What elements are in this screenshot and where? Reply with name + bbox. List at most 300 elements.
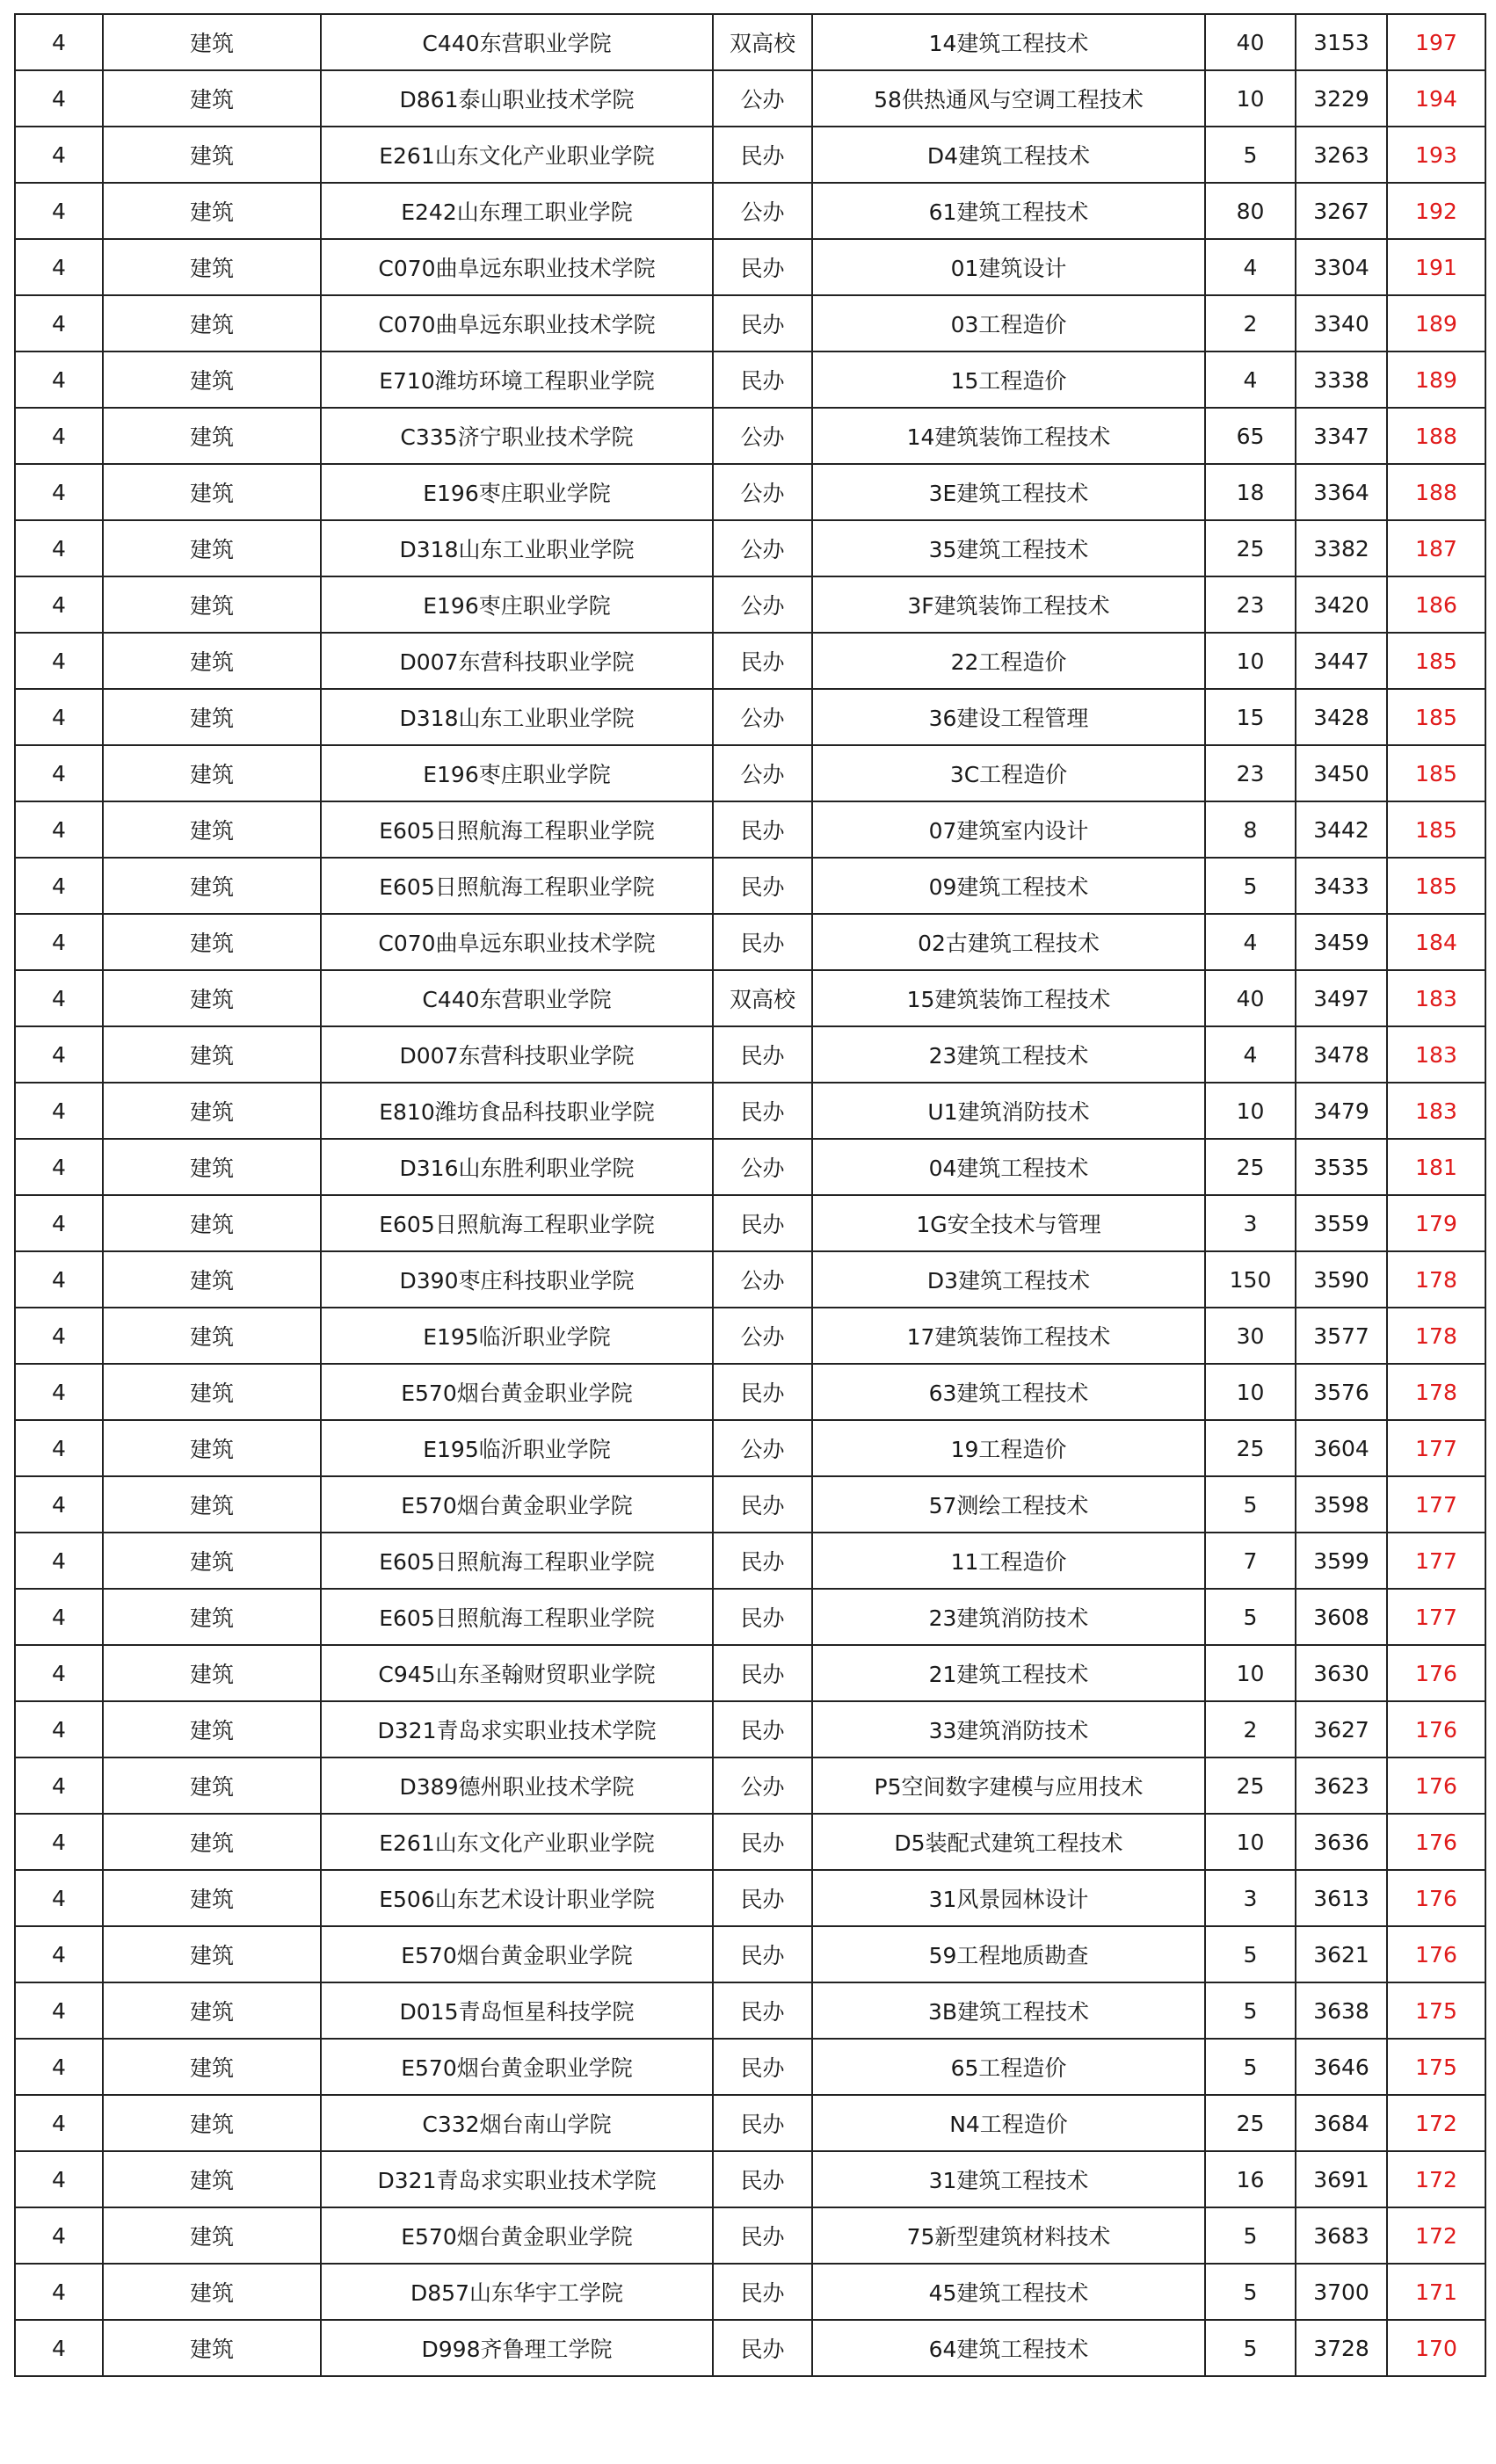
school-cell: E810潍坊食品科技职业学院 (321, 1083, 713, 1139)
school-type-cell: 公办 (713, 70, 812, 127)
rank-cell: 3728 (1296, 2320, 1387, 2376)
major-cell: 23建筑工程技术 (812, 1026, 1205, 1083)
category-cell: 建筑 (103, 1645, 321, 1701)
score-cell: 188 (1387, 464, 1485, 520)
plan-count-cell: 4 (1205, 351, 1296, 408)
category-cell: 建筑 (103, 1476, 321, 1533)
score-cell: 175 (1387, 1982, 1485, 2039)
plan-count-cell: 23 (1205, 576, 1296, 633)
school-cell: E605日照航海工程职业学院 (321, 1533, 713, 1589)
school-cell: D316山东胜利职业学院 (321, 1139, 713, 1195)
rank-cell: 3630 (1296, 1645, 1387, 1701)
score-cell: 197 (1387, 14, 1485, 70)
score-cell: 185 (1387, 801, 1485, 858)
table-row (15, 351, 1485, 408)
category-cell: 建筑 (103, 408, 321, 464)
school-cell: E261山东文化产业职业学院 (321, 1814, 713, 1870)
school-cell: E605日照航海工程职业学院 (321, 858, 713, 914)
major-cell: 04建筑工程技术 (812, 1139, 1205, 1195)
plan-count-cell: 4 (1205, 239, 1296, 295)
score-cell: 172 (1387, 2095, 1485, 2151)
batch-cell: 4 (15, 1701, 103, 1757)
rank-cell: 3229 (1296, 70, 1387, 127)
rank-cell: 3638 (1296, 1982, 1387, 2039)
batch-cell: 4 (15, 1364, 103, 1420)
plan-count-cell: 3 (1205, 1870, 1296, 1926)
major-cell: 59工程地质勘查 (812, 1926, 1205, 1982)
school-cell: D857山东华宇工学院 (321, 2264, 713, 2320)
category-cell: 建筑 (103, 1701, 321, 1757)
category-cell: 建筑 (103, 295, 321, 351)
school-type-cell: 公办 (713, 1420, 812, 1476)
table-row (15, 970, 1485, 1026)
major-cell: 3F建筑装饰工程技术 (812, 576, 1205, 633)
rank-cell: 3691 (1296, 2151, 1387, 2207)
rank-cell: 3450 (1296, 745, 1387, 801)
school-type-cell: 民办 (713, 2095, 812, 2151)
score-cell: 172 (1387, 2151, 1485, 2207)
school-cell: C945山东圣翰财贸职业学院 (321, 1645, 713, 1701)
school-cell: E261山东文化产业职业学院 (321, 127, 713, 183)
school-cell: D389德州职业技术学院 (321, 1757, 713, 1814)
category-cell: 建筑 (103, 2320, 321, 2376)
plan-count-cell: 5 (1205, 1982, 1296, 2039)
table-row (15, 633, 1485, 689)
table-row (15, 1083, 1485, 1139)
batch-cell: 4 (15, 70, 103, 127)
rank-cell: 3623 (1296, 1757, 1387, 1814)
table-row (15, 1757, 1485, 1814)
table-row (15, 1982, 1485, 2039)
major-cell: 01建筑设计 (812, 239, 1205, 295)
plan-count-cell: 10 (1205, 70, 1296, 127)
batch-cell: 4 (15, 1139, 103, 1195)
admissions-table (14, 13, 1486, 2377)
table-row (15, 1139, 1485, 1195)
score-cell: 193 (1387, 127, 1485, 183)
category-cell: 建筑 (103, 689, 321, 745)
major-cell: P5空间数字建模与应用技术 (812, 1757, 1205, 1814)
school-cell: E570烟台黄金职业学院 (321, 1926, 713, 1982)
batch-cell: 4 (15, 1476, 103, 1533)
category-cell: 建筑 (103, 1364, 321, 1420)
table-row (15, 2039, 1485, 2095)
major-cell: 58供热通风与空调工程技术 (812, 70, 1205, 127)
rank-cell: 3497 (1296, 970, 1387, 1026)
school-cell: E506山东艺术设计职业学院 (321, 1870, 713, 1926)
score-cell: 179 (1387, 1195, 1485, 1251)
batch-cell: 4 (15, 2095, 103, 2151)
batch-cell: 4 (15, 1026, 103, 1083)
plan-count-cell: 8 (1205, 801, 1296, 858)
school-type-cell: 民办 (713, 239, 812, 295)
school-type-cell: 公办 (713, 1139, 812, 1195)
rank-cell: 3604 (1296, 1420, 1387, 1476)
rank-cell: 3636 (1296, 1814, 1387, 1870)
category-cell: 建筑 (103, 1589, 321, 1645)
rank-cell: 3382 (1296, 520, 1387, 576)
batch-cell: 4 (15, 408, 103, 464)
school-cell: E570烟台黄金职业学院 (321, 1476, 713, 1533)
table-row (15, 1926, 1485, 1982)
batch-cell: 4 (15, 464, 103, 520)
batch-cell: 4 (15, 1533, 103, 1589)
category-cell: 建筑 (103, 745, 321, 801)
major-cell: 33建筑消防技术 (812, 1701, 1205, 1757)
school-type-cell: 民办 (713, 2151, 812, 2207)
category-cell: 建筑 (103, 14, 321, 70)
category-cell: 建筑 (103, 2207, 321, 2264)
rank-cell: 3447 (1296, 633, 1387, 689)
category-cell: 建筑 (103, 2095, 321, 2151)
major-cell: 14建筑工程技术 (812, 14, 1205, 70)
plan-count-cell: 30 (1205, 1308, 1296, 1364)
batch-cell: 4 (15, 801, 103, 858)
batch-cell: 4 (15, 576, 103, 633)
rank-cell: 3267 (1296, 183, 1387, 239)
batch-cell: 4 (15, 1645, 103, 1701)
rank-cell: 3608 (1296, 1589, 1387, 1645)
school-type-cell: 民办 (713, 1701, 812, 1757)
rank-cell: 3428 (1296, 689, 1387, 745)
plan-count-cell: 5 (1205, 1476, 1296, 1533)
major-cell: D3建筑工程技术 (812, 1251, 1205, 1308)
plan-count-cell: 10 (1205, 1645, 1296, 1701)
school-type-cell: 公办 (713, 520, 812, 576)
rank-cell: 3576 (1296, 1364, 1387, 1420)
category-cell: 建筑 (103, 1251, 321, 1308)
batch-cell: 4 (15, 1757, 103, 1814)
plan-count-cell: 5 (1205, 1926, 1296, 1982)
major-cell: 02古建筑工程技术 (812, 914, 1205, 970)
score-cell: 183 (1387, 1026, 1485, 1083)
school-type-cell: 民办 (713, 1083, 812, 1139)
plan-count-cell: 5 (1205, 2264, 1296, 2320)
major-cell: 22工程造价 (812, 633, 1205, 689)
school-type-cell: 民办 (713, 2320, 812, 2376)
table-row (15, 2151, 1485, 2207)
rank-cell: 3347 (1296, 408, 1387, 464)
rank-cell: 3684 (1296, 2095, 1387, 2151)
score-cell: 194 (1387, 70, 1485, 127)
batch-cell: 4 (15, 914, 103, 970)
rank-cell: 3442 (1296, 801, 1387, 858)
plan-count-cell: 40 (1205, 14, 1296, 70)
plan-count-cell: 4 (1205, 1026, 1296, 1083)
major-cell: 03工程造价 (812, 295, 1205, 351)
score-cell: 175 (1387, 2039, 1485, 2095)
school-type-cell: 民办 (713, 1814, 812, 1870)
table-row (15, 745, 1485, 801)
score-cell: 178 (1387, 1308, 1485, 1364)
plan-count-cell: 65 (1205, 408, 1296, 464)
table-row (15, 1420, 1485, 1476)
table-row (15, 14, 1485, 70)
plan-count-cell: 40 (1205, 970, 1296, 1026)
major-cell: 07建筑室内设计 (812, 801, 1205, 858)
rank-cell: 3621 (1296, 1926, 1387, 1982)
table-row (15, 183, 1485, 239)
school-cell: C335济宁职业技术学院 (321, 408, 713, 464)
table-row (15, 914, 1485, 970)
batch-cell: 4 (15, 1195, 103, 1251)
major-cell: 17建筑装饰工程技术 (812, 1308, 1205, 1364)
school-cell: E605日照航海工程职业学院 (321, 801, 713, 858)
batch-cell: 4 (15, 970, 103, 1026)
school-type-cell: 民办 (713, 1982, 812, 2039)
score-cell: 170 (1387, 2320, 1485, 2376)
major-cell: 15工程造价 (812, 351, 1205, 408)
category-cell: 建筑 (103, 1308, 321, 1364)
school-cell: D007东营科技职业学院 (321, 633, 713, 689)
plan-count-cell: 18 (1205, 464, 1296, 520)
major-cell: 19工程造价 (812, 1420, 1205, 1476)
school-type-cell: 民办 (713, 1195, 812, 1251)
table-row (15, 1026, 1485, 1083)
school-cell: D390枣庄科技职业学院 (321, 1251, 713, 1308)
plan-count-cell: 25 (1205, 1757, 1296, 1814)
school-type-cell: 民办 (713, 1645, 812, 1701)
batch-cell: 4 (15, 2320, 103, 2376)
table-row (15, 2207, 1485, 2264)
batch-cell: 4 (15, 1589, 103, 1645)
table-row (15, 1701, 1485, 1757)
batch-cell: 4 (15, 1814, 103, 1870)
rank-cell: 3683 (1296, 2207, 1387, 2264)
rank-cell: 3613 (1296, 1870, 1387, 1926)
school-cell: E570烟台黄金职业学院 (321, 2207, 713, 2264)
batch-cell: 4 (15, 351, 103, 408)
plan-count-cell: 4 (1205, 914, 1296, 970)
category-cell: 建筑 (103, 2151, 321, 2207)
rank-cell: 3459 (1296, 914, 1387, 970)
plan-count-cell: 2 (1205, 1701, 1296, 1757)
major-cell: 75新型建筑材料技术 (812, 2207, 1205, 2264)
school-type-cell: 民办 (713, 127, 812, 183)
table-row (15, 408, 1485, 464)
plan-count-cell: 10 (1205, 1083, 1296, 1139)
batch-cell: 4 (15, 858, 103, 914)
school-type-cell: 公办 (713, 1308, 812, 1364)
school-type-cell: 民办 (713, 633, 812, 689)
rank-cell: 3627 (1296, 1701, 1387, 1757)
table-row (15, 2320, 1485, 2376)
category-cell: 建筑 (103, 70, 321, 127)
score-cell: 176 (1387, 1701, 1485, 1757)
category-cell: 建筑 (103, 801, 321, 858)
score-cell: 189 (1387, 351, 1485, 408)
plan-count-cell: 80 (1205, 183, 1296, 239)
batch-cell: 4 (15, 2207, 103, 2264)
table-row (15, 127, 1485, 183)
score-cell: 183 (1387, 1083, 1485, 1139)
school-cell: D321青岛求实职业技术学院 (321, 1701, 713, 1757)
school-cell: E196枣庄职业学院 (321, 576, 713, 633)
category-cell: 建筑 (103, 1757, 321, 1814)
plan-count-cell: 25 (1205, 1139, 1296, 1195)
school-cell: E195临沂职业学院 (321, 1420, 713, 1476)
rank-cell: 3577 (1296, 1308, 1387, 1364)
score-cell: 185 (1387, 745, 1485, 801)
batch-cell: 4 (15, 183, 103, 239)
category-cell: 建筑 (103, 1139, 321, 1195)
category-cell: 建筑 (103, 1982, 321, 2039)
rank-cell: 3590 (1296, 1251, 1387, 1308)
school-type-cell: 公办 (713, 745, 812, 801)
score-cell: 177 (1387, 1589, 1485, 1645)
major-cell: 35建筑工程技术 (812, 520, 1205, 576)
major-cell: 63建筑工程技术 (812, 1364, 1205, 1420)
rank-cell: 3420 (1296, 576, 1387, 633)
school-type-cell: 双高校 (713, 970, 812, 1026)
score-cell: 191 (1387, 239, 1485, 295)
category-cell: 建筑 (103, 1870, 321, 1926)
plan-count-cell: 10 (1205, 1364, 1296, 1420)
rank-cell: 3535 (1296, 1139, 1387, 1195)
school-type-cell: 民办 (713, 295, 812, 351)
plan-count-cell: 25 (1205, 2095, 1296, 2151)
plan-count-cell: 3 (1205, 1195, 1296, 1251)
batch-cell: 4 (15, 2264, 103, 2320)
major-cell: 36建设工程管理 (812, 689, 1205, 745)
table-row (15, 295, 1485, 351)
batch-cell: 4 (15, 239, 103, 295)
major-cell: 31建筑工程技术 (812, 2151, 1205, 2207)
major-cell: N4工程造价 (812, 2095, 1205, 2151)
table-row (15, 1308, 1485, 1364)
table-row (15, 689, 1485, 745)
plan-count-cell: 10 (1205, 633, 1296, 689)
rank-cell: 3478 (1296, 1026, 1387, 1083)
plan-count-cell: 5 (1205, 2320, 1296, 2376)
rank-cell: 3304 (1296, 239, 1387, 295)
category-cell: 建筑 (103, 914, 321, 970)
plan-count-cell: 23 (1205, 745, 1296, 801)
batch-cell: 4 (15, 127, 103, 183)
major-cell: 21建筑工程技术 (812, 1645, 1205, 1701)
score-cell: 176 (1387, 1814, 1485, 1870)
plan-count-cell: 16 (1205, 2151, 1296, 2207)
plan-count-cell: 10 (1205, 1814, 1296, 1870)
score-cell: 171 (1387, 2264, 1485, 2320)
table-row (15, 858, 1485, 914)
table-row (15, 1814, 1485, 1870)
batch-cell: 4 (15, 1926, 103, 1982)
school-type-cell: 民办 (713, 1026, 812, 1083)
batch-cell: 4 (15, 745, 103, 801)
major-cell: D5装配式建筑工程技术 (812, 1814, 1205, 1870)
table-body (15, 14, 1485, 2376)
batch-cell: 4 (15, 633, 103, 689)
score-cell: 177 (1387, 1420, 1485, 1476)
table-row (15, 2095, 1485, 2151)
table-row (15, 1533, 1485, 1589)
score-cell: 183 (1387, 970, 1485, 1026)
category-cell: 建筑 (103, 858, 321, 914)
category-cell: 建筑 (103, 183, 321, 239)
batch-cell: 4 (15, 689, 103, 745)
major-cell: 23建筑消防技术 (812, 1589, 1205, 1645)
score-cell: 192 (1387, 183, 1485, 239)
category-cell: 建筑 (103, 633, 321, 689)
school-cell: E570烟台黄金职业学院 (321, 1364, 713, 1420)
school-type-cell: 民办 (713, 2207, 812, 2264)
category-cell: 建筑 (103, 1195, 321, 1251)
plan-count-cell: 150 (1205, 1251, 1296, 1308)
major-cell: 3E建筑工程技术 (812, 464, 1205, 520)
plan-count-cell: 5 (1205, 2039, 1296, 2095)
school-cell: D015青岛恒星科技学院 (321, 1982, 713, 2039)
table-row (15, 70, 1485, 127)
table-row (15, 1476, 1485, 1533)
school-cell: E570烟台黄金职业学院 (321, 2039, 713, 2095)
score-cell: 185 (1387, 858, 1485, 914)
rank-cell: 3433 (1296, 858, 1387, 914)
rank-cell: 3338 (1296, 351, 1387, 408)
plan-count-cell: 7 (1205, 1533, 1296, 1589)
school-cell: E605日照航海工程职业学院 (321, 1589, 713, 1645)
rank-cell: 3479 (1296, 1083, 1387, 1139)
school-cell: C332烟台南山学院 (321, 2095, 713, 2151)
major-cell: 61建筑工程技术 (812, 183, 1205, 239)
major-cell: 65工程造价 (812, 2039, 1205, 2095)
category-cell: 建筑 (103, 1026, 321, 1083)
school-cell: E196枣庄职业学院 (321, 464, 713, 520)
score-cell: 176 (1387, 1645, 1485, 1701)
category-cell: 建筑 (103, 576, 321, 633)
rank-cell: 3364 (1296, 464, 1387, 520)
batch-cell: 4 (15, 1870, 103, 1926)
category-cell: 建筑 (103, 2264, 321, 2320)
category-cell: 建筑 (103, 1926, 321, 1982)
plan-count-cell: 5 (1205, 858, 1296, 914)
batch-cell: 4 (15, 1083, 103, 1139)
score-cell: 187 (1387, 520, 1485, 576)
school-type-cell: 民办 (713, 914, 812, 970)
school-type-cell: 公办 (713, 576, 812, 633)
category-cell: 建筑 (103, 351, 321, 408)
plan-count-cell: 5 (1205, 1589, 1296, 1645)
score-cell: 181 (1387, 1139, 1485, 1195)
school-type-cell: 民办 (713, 351, 812, 408)
school-cell: C440东营职业学院 (321, 14, 713, 70)
rank-cell: 3559 (1296, 1195, 1387, 1251)
major-cell: 11工程造价 (812, 1533, 1205, 1589)
table-row (15, 239, 1485, 295)
school-cell: D007东营科技职业学院 (321, 1026, 713, 1083)
rank-cell: 3646 (1296, 2039, 1387, 2095)
school-type-cell: 民办 (713, 2264, 812, 2320)
category-cell: 建筑 (103, 1533, 321, 1589)
table-row (15, 1364, 1485, 1420)
plan-count-cell: 5 (1205, 2207, 1296, 2264)
major-cell: 15建筑装饰工程技术 (812, 970, 1205, 1026)
table-row (15, 1589, 1485, 1645)
batch-cell: 4 (15, 2151, 103, 2207)
score-cell: 172 (1387, 2207, 1485, 2264)
major-cell: U1建筑消防技术 (812, 1083, 1205, 1139)
school-type-cell: 公办 (713, 1757, 812, 1814)
category-cell: 建筑 (103, 464, 321, 520)
school-cell: C070曲阜远东职业技术学院 (321, 239, 713, 295)
batch-cell: 4 (15, 1982, 103, 2039)
plan-count-cell: 25 (1205, 1420, 1296, 1476)
school-cell: C440东营职业学院 (321, 970, 713, 1026)
score-cell: 184 (1387, 914, 1485, 970)
score-cell: 177 (1387, 1533, 1485, 1589)
school-type-cell: 双高校 (713, 14, 812, 70)
school-type-cell: 公办 (713, 408, 812, 464)
